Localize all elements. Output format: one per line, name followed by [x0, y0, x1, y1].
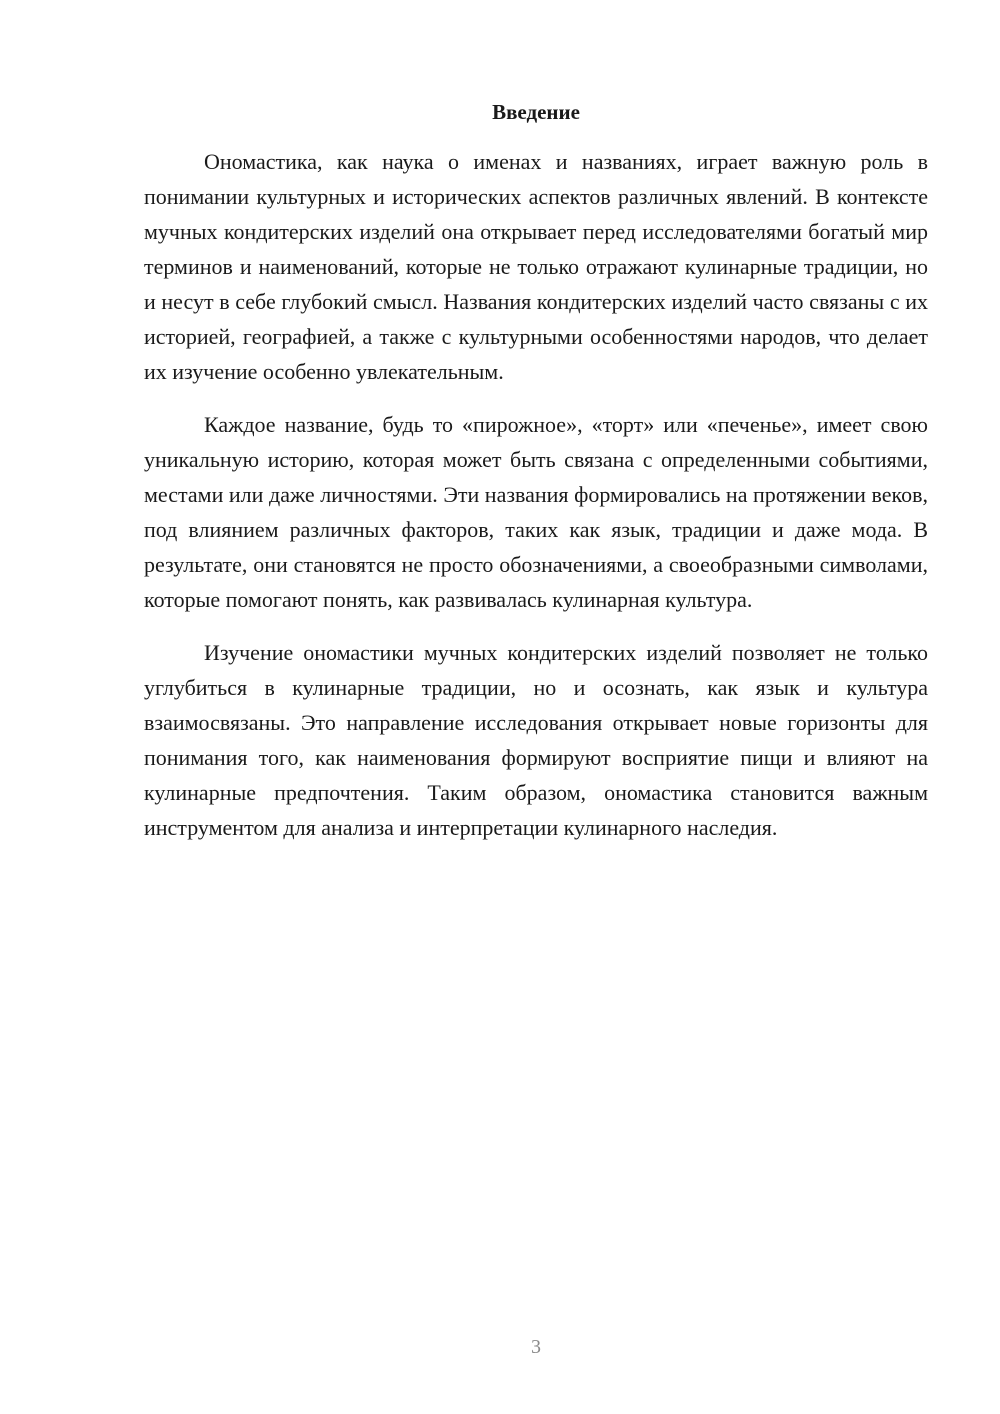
- section-heading: Введение: [492, 100, 580, 124]
- paragraph-2: Каждое название, будь то «пирожное», «торт» или «печенье», имеет свою уникальную историю, которая может быть связана с определенными событиями, местами или даже личностями. Эти названия формировались на протяжении веков, под влиянием различных факторов, таких как язык, традиции и даже мода. В результате, они становятся не просто обозначениями, а своеобразными символами, которые помогают понять, как развивалась кулинарная культура.: [144, 412, 928, 612]
- body-text: [144, 144, 928, 863]
- paragraph-1: Ономастика, как наука о именах и названиях, играет важную роль в понимании культурных и исторических аспектов различных явлений. В контексте мучных кондитерских изделий она открывает перед исследователями богатый мир терминов и наименований, которые не только отражают кулинарные традиции, но и несут в себе глубокий смысл. Названия кондитерских изделий часто связаны с их историей, географией, а также с культурными особенностями народов, что делает их изучение особенно увлекательным.: [144, 149, 928, 384]
- page-number: 3: [531, 1336, 541, 1358]
- paragraph-3: Изучение ономастики мучных кондитерских изделий позволяет не только углубиться в кулинарные традиции, но и осознать, как язык и культура взаимосвязаны. Это направление исследования открывает новые горизонты для понимания того, как наименования формируют восприятие пищи и влияют на кулинарные предпочтения. Таким образом, ономастика становится важным инструментом для анализа и интерпретации кулинарного наследия.: [144, 640, 928, 840]
